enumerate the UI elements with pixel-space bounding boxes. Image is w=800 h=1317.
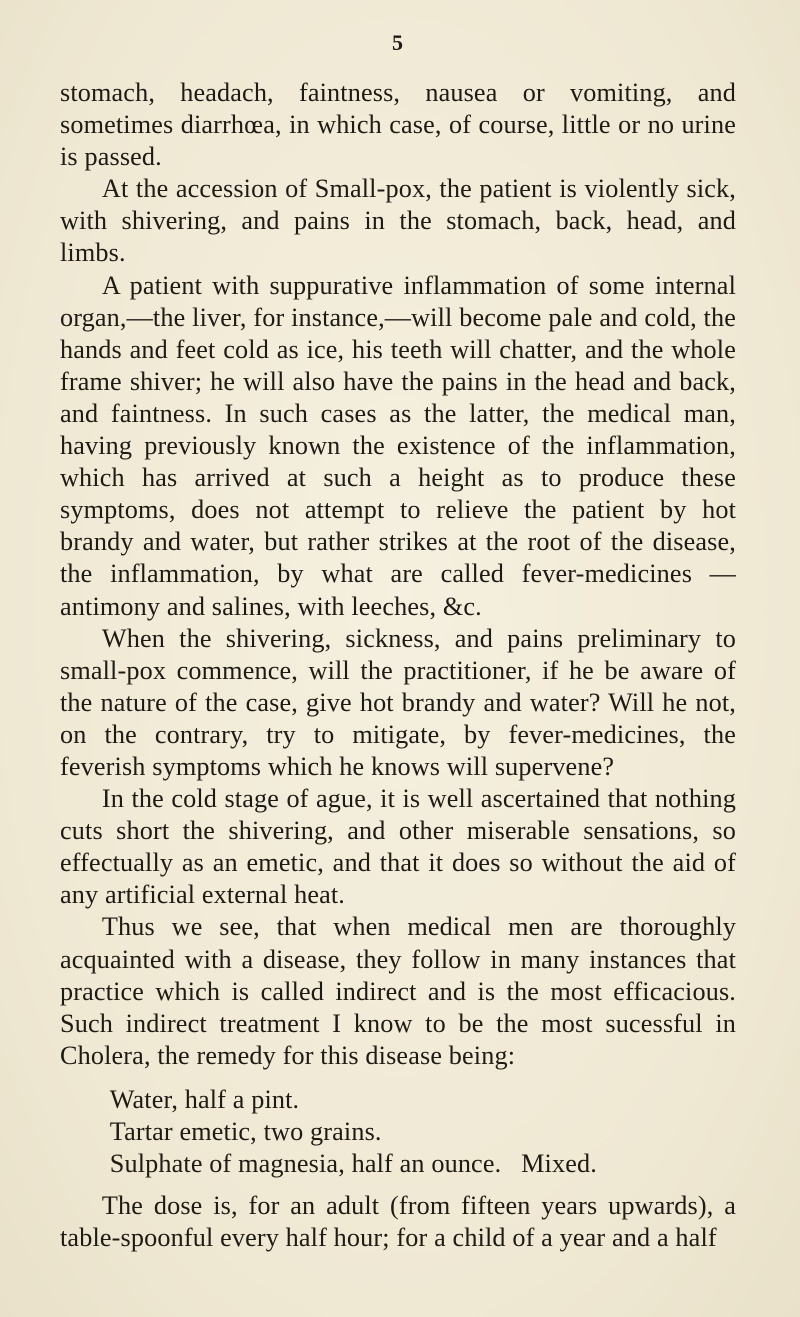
recipe-line-sulphate [110,1148,736,1180]
paragraph-continuation: stomach, headach, faintness, nausea or vomiting, and sometimes diarrhœa, in which case, of course, little or no urine is passed. [60,78,736,172]
body-text [60,77,736,1254]
paragraph-small-pox: At the accession of Small-pox, the patient is violently sick, with shivering, and pains in the stomach, back, head, and limbs. [60,174,736,268]
paragraph-ague: In the cold stage of ague, it is well ascertained that nothing cuts short the shivering, and other miserable sensations, so effectually as an emetic, and that it does so without the aid of any artificial external heat. [60,784,736,910]
paragraph-dose: The dose is, for an adult (from fifteen years upwards), a table-spoonful every half hour; for a child of a year and a half [60,1191,736,1253]
recipe-line-sulphate-text: Sulphate of magnesia, half an ounce. [109,1149,502,1179]
recipe-line-tartar-emetic: Tartar emetic, two grains. [109,1117,382,1146]
paragraph-indirect-treatment: Thus we see, that when medical men are thoroughly acquainted with a disease, they follow in many instances that practice which is called indirect and is the most efficacious. Such indirect treatment I know to be the most sucessful in Cholera, the remedy for this disease being: [60,912,736,1070]
cholera-remedy-recipe [60,1084,736,1180]
recipe-line-water: Water, half a pint. [109,1084,300,1114]
paragraph-inflammation: A patient with suppurative inflammation of some internal organ,—the liver, for instance,—will become pale and cold, the hands and feet cold as ice, his teeth will chatter, and the whole frame shiver; he will also have the pains in the head and back, and faintness. In such cases as the latter, the medical man, having previously known the existence of the inflammation, which has arrived at such a height as to produce these symptoms, does not attempt to relieve the patient by hot brandy and water, but rather strikes at the root of the disease, the inflammation, by what are called fever-medicines —antimony and salines, with leeches, &c. [60,270,736,621]
recipe-note-mixed: Mixed. [521,1149,597,1179]
page-number: 5 [392,30,403,55]
paragraph-practitioner: When the shivering, sickness, and pains preliminary to small-pox commence, will the practitioner, if he be aware of the nature of the case, give hot brandy and water? Will he not, on the contrary, try to mitigate, by fever-medicines, the feverish symptoms which he knows will supervene? [60,623,736,781]
